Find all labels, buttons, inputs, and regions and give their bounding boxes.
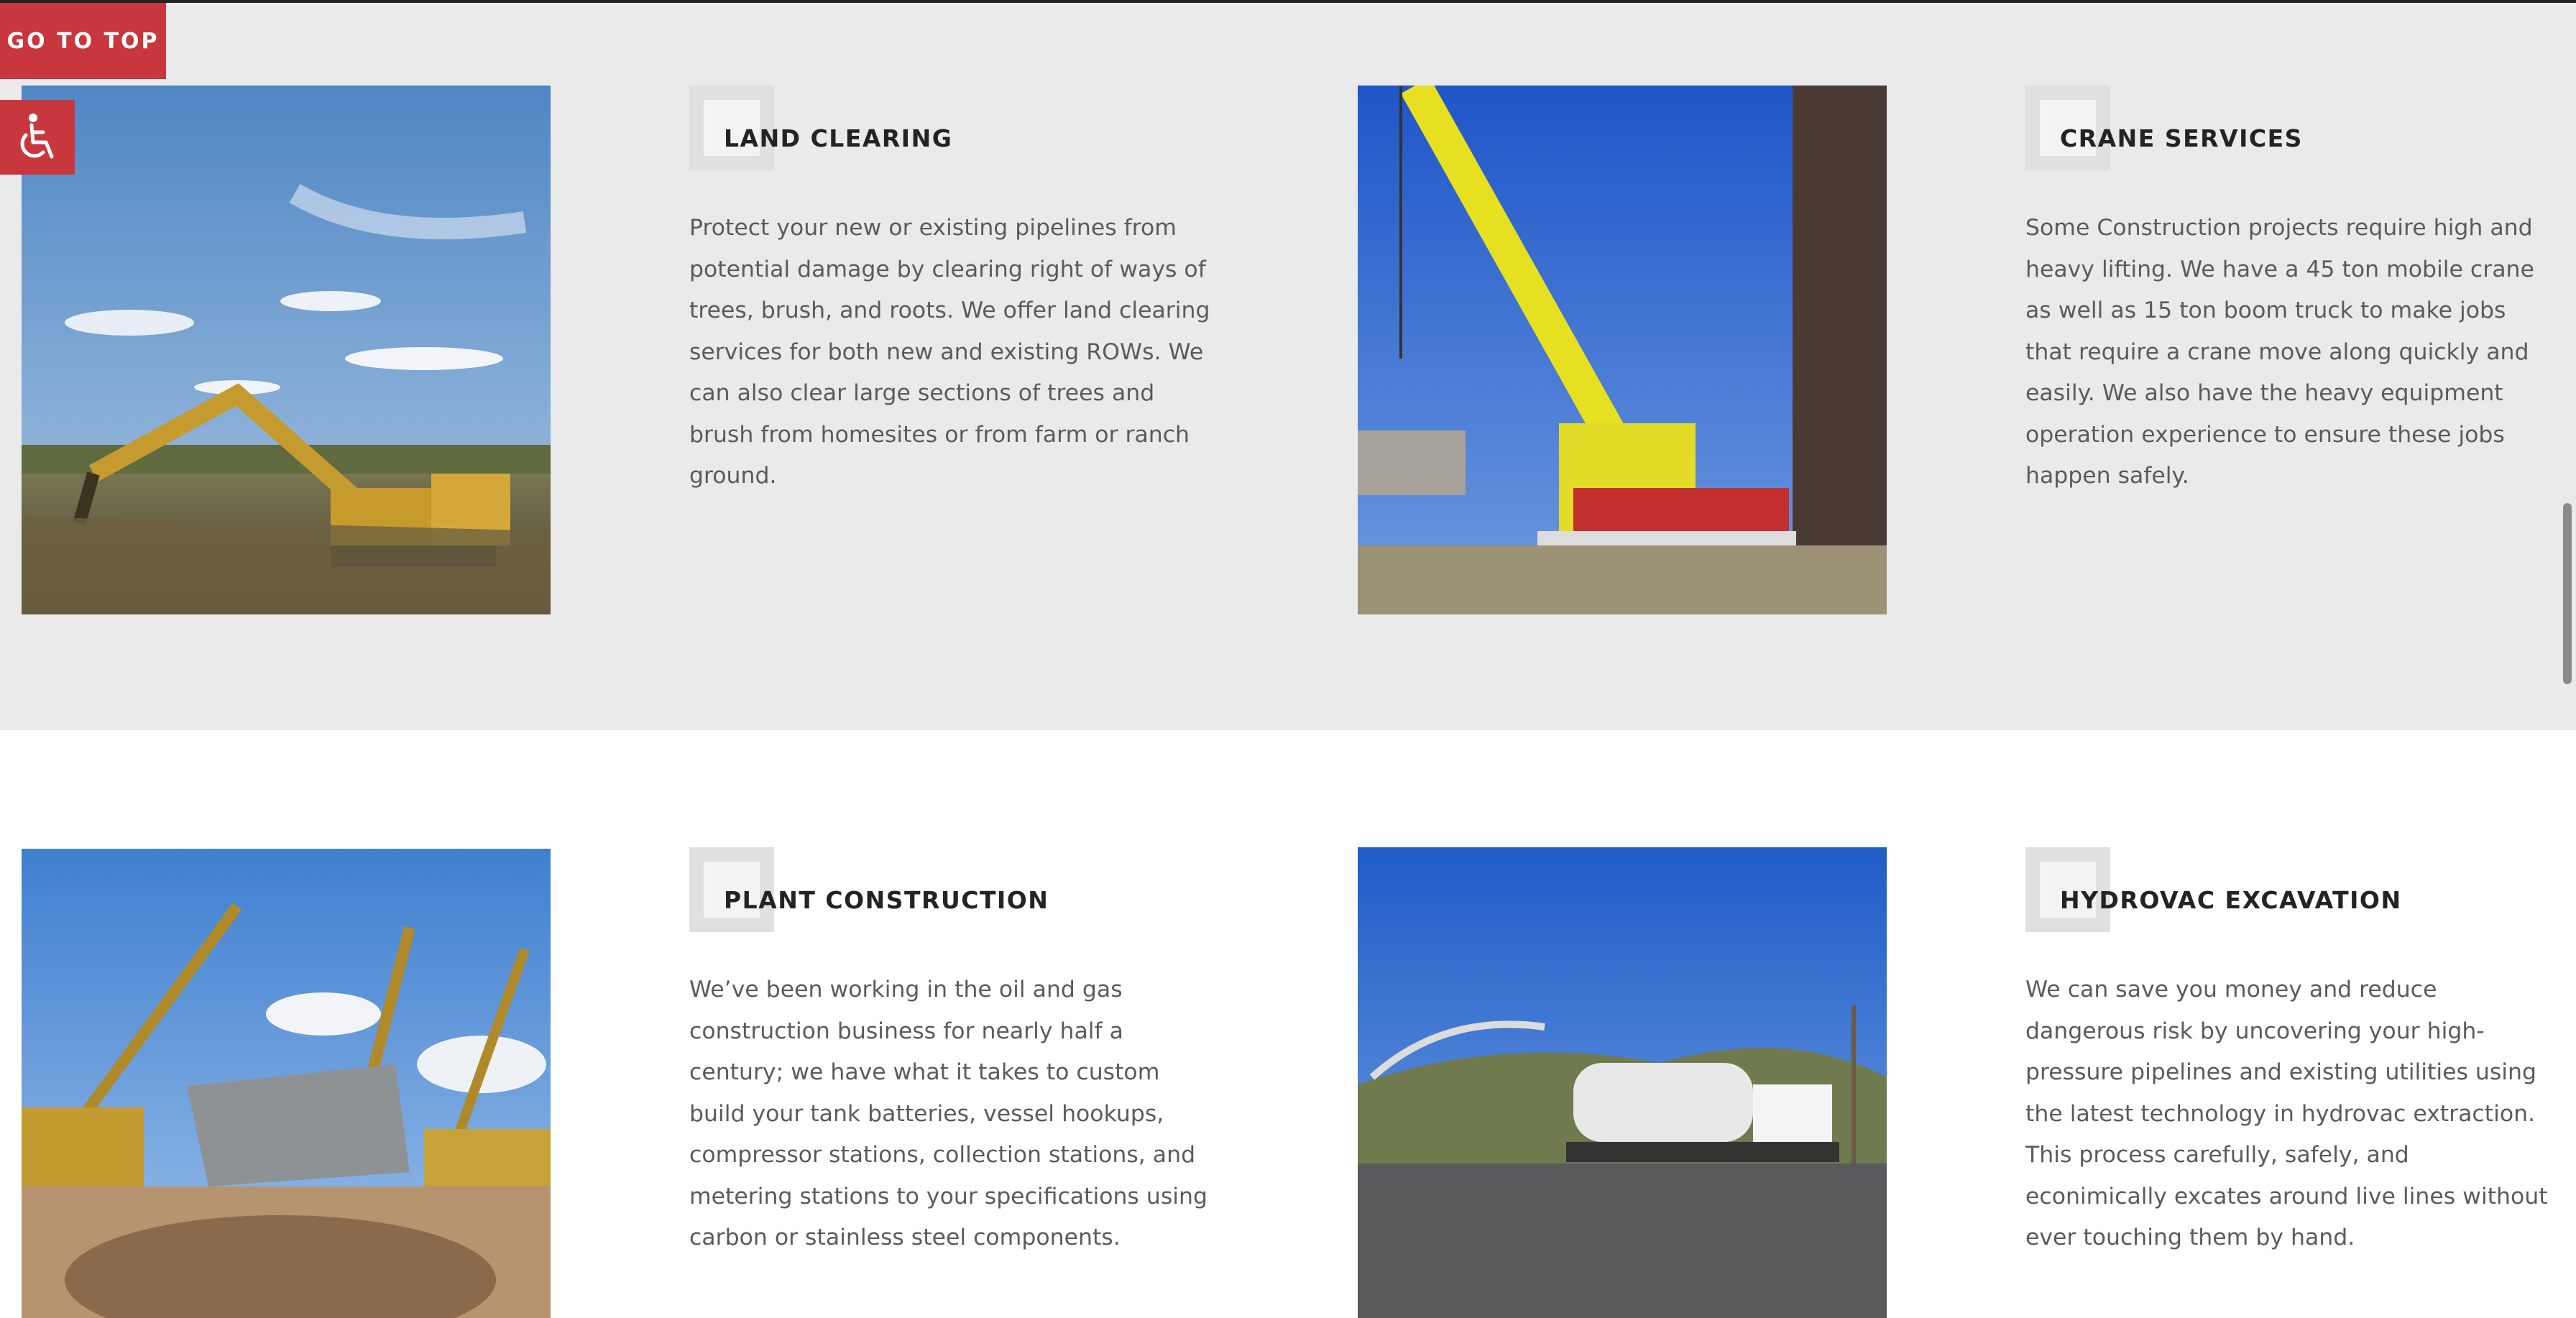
- service-title: HYDROVAC EXCAVATION: [2060, 886, 2402, 914]
- scrollbar-thumb[interactable]: [2563, 503, 2572, 684]
- service-title: CRANE SERVICES: [2060, 124, 2303, 152]
- service-heading: [689, 86, 1221, 172]
- service-heading: [2025, 847, 2557, 934]
- accessibility-button[interactable]: [0, 100, 75, 175]
- service-description: We’ve been working in the oil and gas construction business for nearly half a century; we have what it takes to custom build your tank batteries, vessel hookups, compressor stations, collection stations, and metering stations to your specifications using carbon or stainless steel components.: [689, 977, 1208, 1250]
- service-title: LAND CLEARING: [724, 124, 953, 152]
- service-plant-construction: [689, 847, 1221, 1250]
- service-description: Protect your new or existing pipelines from potential damage by clearing right of ways of trees, brush, and roots. We offer land clearing services for both new and existing ROWs. We can also clear large sections of trees and brush from homesites or from farm or ranch ground.: [689, 215, 1210, 489]
- service-crane-services: [2025, 86, 2557, 489]
- service-heading: [2025, 86, 2557, 172]
- sidebooms-lifting-photo: [22, 849, 551, 1318]
- service-hydrovac-excavation: [2025, 847, 2557, 1250]
- mobile-crane-photo: [1358, 86, 1887, 614]
- wheelchair-icon: [14, 112, 60, 162]
- excavator-clearing-photo: [22, 86, 551, 614]
- service-title: PLANT CONSTRUCTION: [724, 886, 1049, 914]
- hydrovac-truck-photo: [1358, 847, 1887, 1318]
- service-description: We can save you money and reduce dangerous risk by uncovering your high-pressure pipelines and existing utilities using the latest technology in hydrovac extraction. This process carefully, safely, and econimically excates around live lines without ever touching them by hand.: [2025, 977, 2548, 1250]
- service-heading: [689, 847, 1221, 934]
- go-to-top-button[interactable]: GO TO TOP: [0, 3, 166, 79]
- service-land-clearing: [689, 86, 1221, 489]
- service-description: Some Construction projects require high and heavy lifting. We have a 45 ton mobile crane as well as 15 ton boom truck to make jobs that require a crane move along quickly and easily. We also have the heavy equipment operation experience to ensure these jobs happen safely.: [2025, 215, 2534, 489]
